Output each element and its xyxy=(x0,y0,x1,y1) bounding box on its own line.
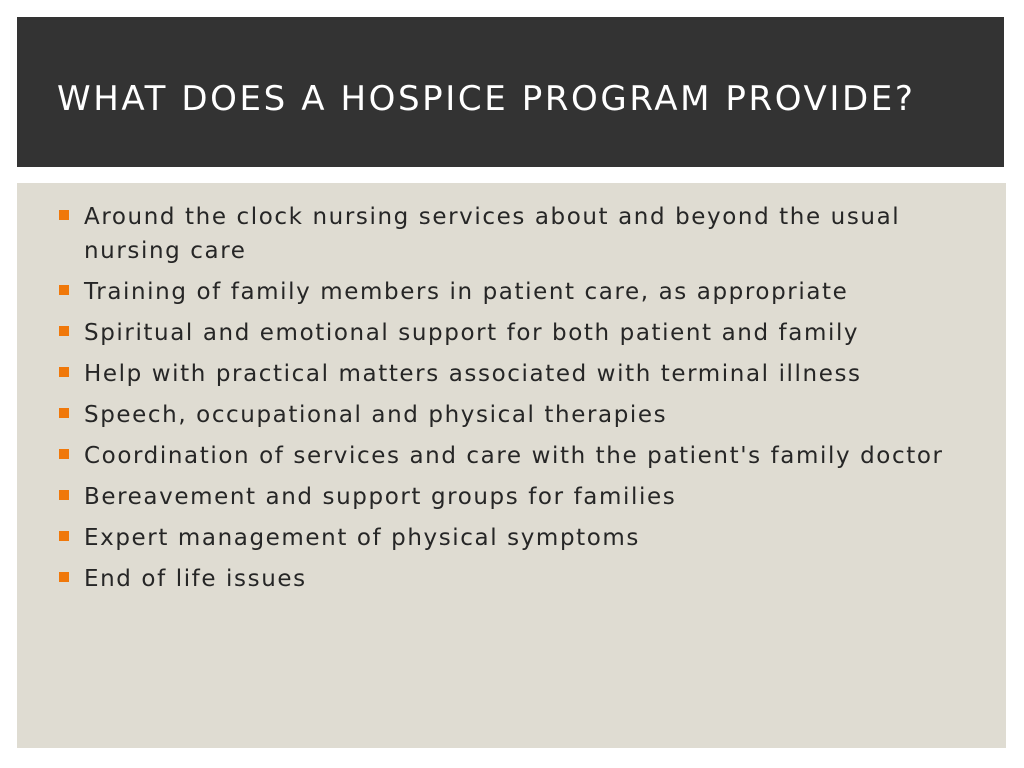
list-item xyxy=(59,275,979,309)
list-item xyxy=(59,521,979,555)
orange-square-bullet-icon xyxy=(59,408,69,418)
bullet-text: Training of family members in patient care, as appropriate xyxy=(84,279,849,305)
slide-title: WHAT DOES A HOSPICE PROGRAM PROVIDE? xyxy=(57,79,916,119)
list-item xyxy=(59,316,979,350)
orange-square-bullet-icon xyxy=(59,285,69,295)
bullet-text: Coordination of services and care with the patient's family doctor xyxy=(84,443,944,469)
bullet-text: Speech, occupational and physical therapies xyxy=(84,402,668,428)
orange-square-bullet-icon xyxy=(59,572,69,582)
orange-square-bullet-icon xyxy=(59,449,69,459)
title-bar xyxy=(17,17,1004,167)
bullet-text: Expert management of physical symptoms xyxy=(84,525,641,551)
list-item xyxy=(59,398,979,432)
list-item xyxy=(59,200,979,268)
orange-square-bullet-icon xyxy=(59,367,69,377)
list-item xyxy=(59,562,979,596)
bullet-text: Spiritual and emotional support for both patient and family xyxy=(84,320,860,346)
bullet-text: Help with practical matters associated with terminal illness xyxy=(84,361,862,387)
orange-square-bullet-icon xyxy=(59,210,69,220)
content-box xyxy=(17,183,1006,748)
orange-square-bullet-icon xyxy=(59,326,69,336)
list-item xyxy=(59,480,979,514)
bullet-list xyxy=(59,200,979,603)
orange-square-bullet-icon xyxy=(59,531,69,541)
bullet-text: End of life issues xyxy=(84,566,307,592)
bullet-text: Bereavement and support groups for families xyxy=(84,484,677,510)
bullet-text: Around the clock nursing services about and beyond the usual nursing care xyxy=(84,204,901,264)
list-item xyxy=(59,439,979,473)
list-item xyxy=(59,357,979,391)
orange-square-bullet-icon xyxy=(59,490,69,500)
